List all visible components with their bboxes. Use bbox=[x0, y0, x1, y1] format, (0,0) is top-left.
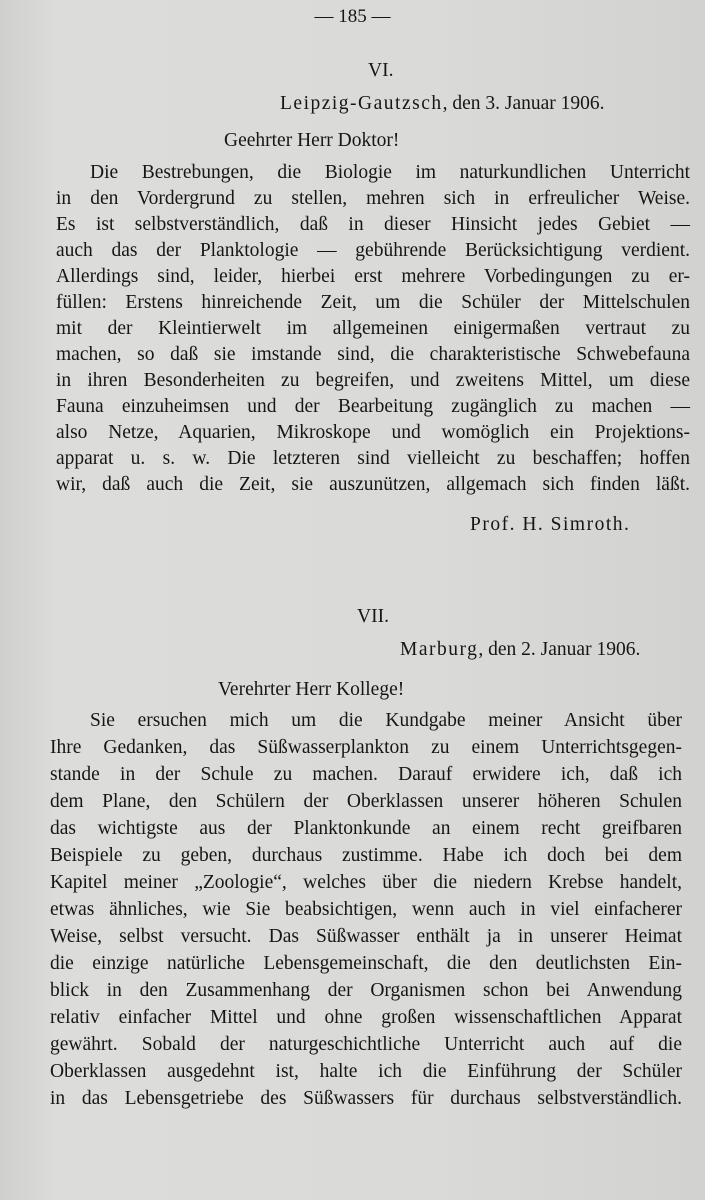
dateline-date: , den 3. Januar 1906. bbox=[442, 93, 605, 114]
text-line: Allerdings sind, leider, hierbei erst mehrere Vorbedingungen zu er- bbox=[56, 266, 690, 287]
text-line: Sie ersuchen mich um die Kundgabe meiner Ansicht über bbox=[90, 710, 682, 731]
text-line: Ihre Gedanken, das Süßwasserplankton zu einem Unterrichtsgegen- bbox=[50, 737, 682, 758]
text-line: füllen: Erstens hinreichende Zeit, um die Schüler der Mittelschulen bbox=[56, 292, 690, 313]
dateline-place: Leipzig-Gautzsch bbox=[280, 93, 443, 114]
signature-text: Prof. H. Simroth. bbox=[470, 514, 631, 535]
text-line: Kapitel meiner „Zoologie“, welches über die niedern Krebse handelt, bbox=[50, 872, 682, 893]
text-line: apparat u. s. w. Die letzteren sind vielleicht zu beschaffen; hoffen bbox=[56, 448, 690, 469]
text-line: etwas ähnliches, wie Sie beabsichtigen, wenn auch in viel einfacherer bbox=[50, 899, 682, 920]
text-line: in den Vordergrund zu stellen, mehren sich in erfreulicher Weise. bbox=[56, 188, 690, 209]
text-line: die einzige natürliche Lebensgemeinschaft, die den deutlichsten Ein- bbox=[50, 953, 682, 974]
text-line: Oberklassen ausgedehnt ist, halte ich die Einführung der Schüler bbox=[50, 1061, 682, 1082]
text-line: also Netze, Aquarien, Mikroskope und womöglich ein Projektions- bbox=[56, 422, 690, 443]
text-line: dem Plane, den Schülern der Oberklassen unserer höheren Schulen bbox=[50, 791, 682, 812]
dateline-date: , den 2. Januar 1906. bbox=[478, 639, 641, 660]
signature-vi bbox=[470, 512, 630, 538]
text-line: stande in der Schule zu machen. Darauf erwidere ich, daß ich bbox=[50, 764, 682, 785]
text-line: Es ist selbstverständlich, daß in dieser Hinsicht jedes Gebiet — bbox=[56, 214, 690, 235]
page-number: — 185 — bbox=[314, 6, 391, 27]
section-numeral-vi: VI. bbox=[368, 60, 394, 81]
text-line: gewährt. Sobald der naturgeschichtliche Unterricht auch auf die bbox=[50, 1034, 682, 1055]
text-line: Beispiele zu geben, durchaus zustimme. Habe ich doch bei dem bbox=[50, 845, 682, 866]
section-numeral-vii: VII. bbox=[357, 606, 389, 627]
text-line: machen, so daß sie imstande sind, die charakteristische Schwebefauna bbox=[56, 344, 690, 365]
dateline-vi bbox=[280, 91, 605, 117]
text-line: Weise, selbst versucht. Das Süßwasser enthält ja in unserer Heimat bbox=[50, 926, 682, 947]
text-line: mit der Kleintierwelt im allgemeinen einigermaßen vertraut zu bbox=[56, 318, 690, 339]
text-line: wir, daß auch die Zeit, sie auszunützen, allgemach sich finden läßt. bbox=[56, 474, 690, 495]
text-line: in ihren Besonderheiten zu begreifen, und zweitens Mittel, um diese bbox=[56, 370, 690, 391]
dateline-vii bbox=[400, 637, 640, 663]
text-line: auch das der Planktologie — gebührende Berücksichtigung verdient. bbox=[56, 240, 690, 261]
salutation-vi: Geehrter Herr Doktor! bbox=[224, 130, 400, 151]
text-line: Die Bestrebungen, die Biologie im naturkundlichen Unterricht bbox=[90, 162, 690, 183]
salutation-vii: Verehrter Herr Kollege! bbox=[218, 679, 405, 700]
text-line: relativ einfacher Mittel und ohne großen wissenschaftlichen Apparat bbox=[50, 1007, 682, 1028]
text-line: blick in den Zusammenhang der Organismen schon bei Anwendung bbox=[50, 980, 682, 1001]
dateline-place: Marburg bbox=[400, 639, 479, 660]
text-line: Fauna einzuheimsen und der Bearbeitung zugänglich zu machen — bbox=[56, 396, 690, 417]
text-line: das wichtigste aus der Planktonkunde an einem recht greifbaren bbox=[50, 818, 682, 839]
text-line: in das Lebensgetriebe des Süßwassers für durchaus selbstverständlich. bbox=[50, 1088, 682, 1109]
